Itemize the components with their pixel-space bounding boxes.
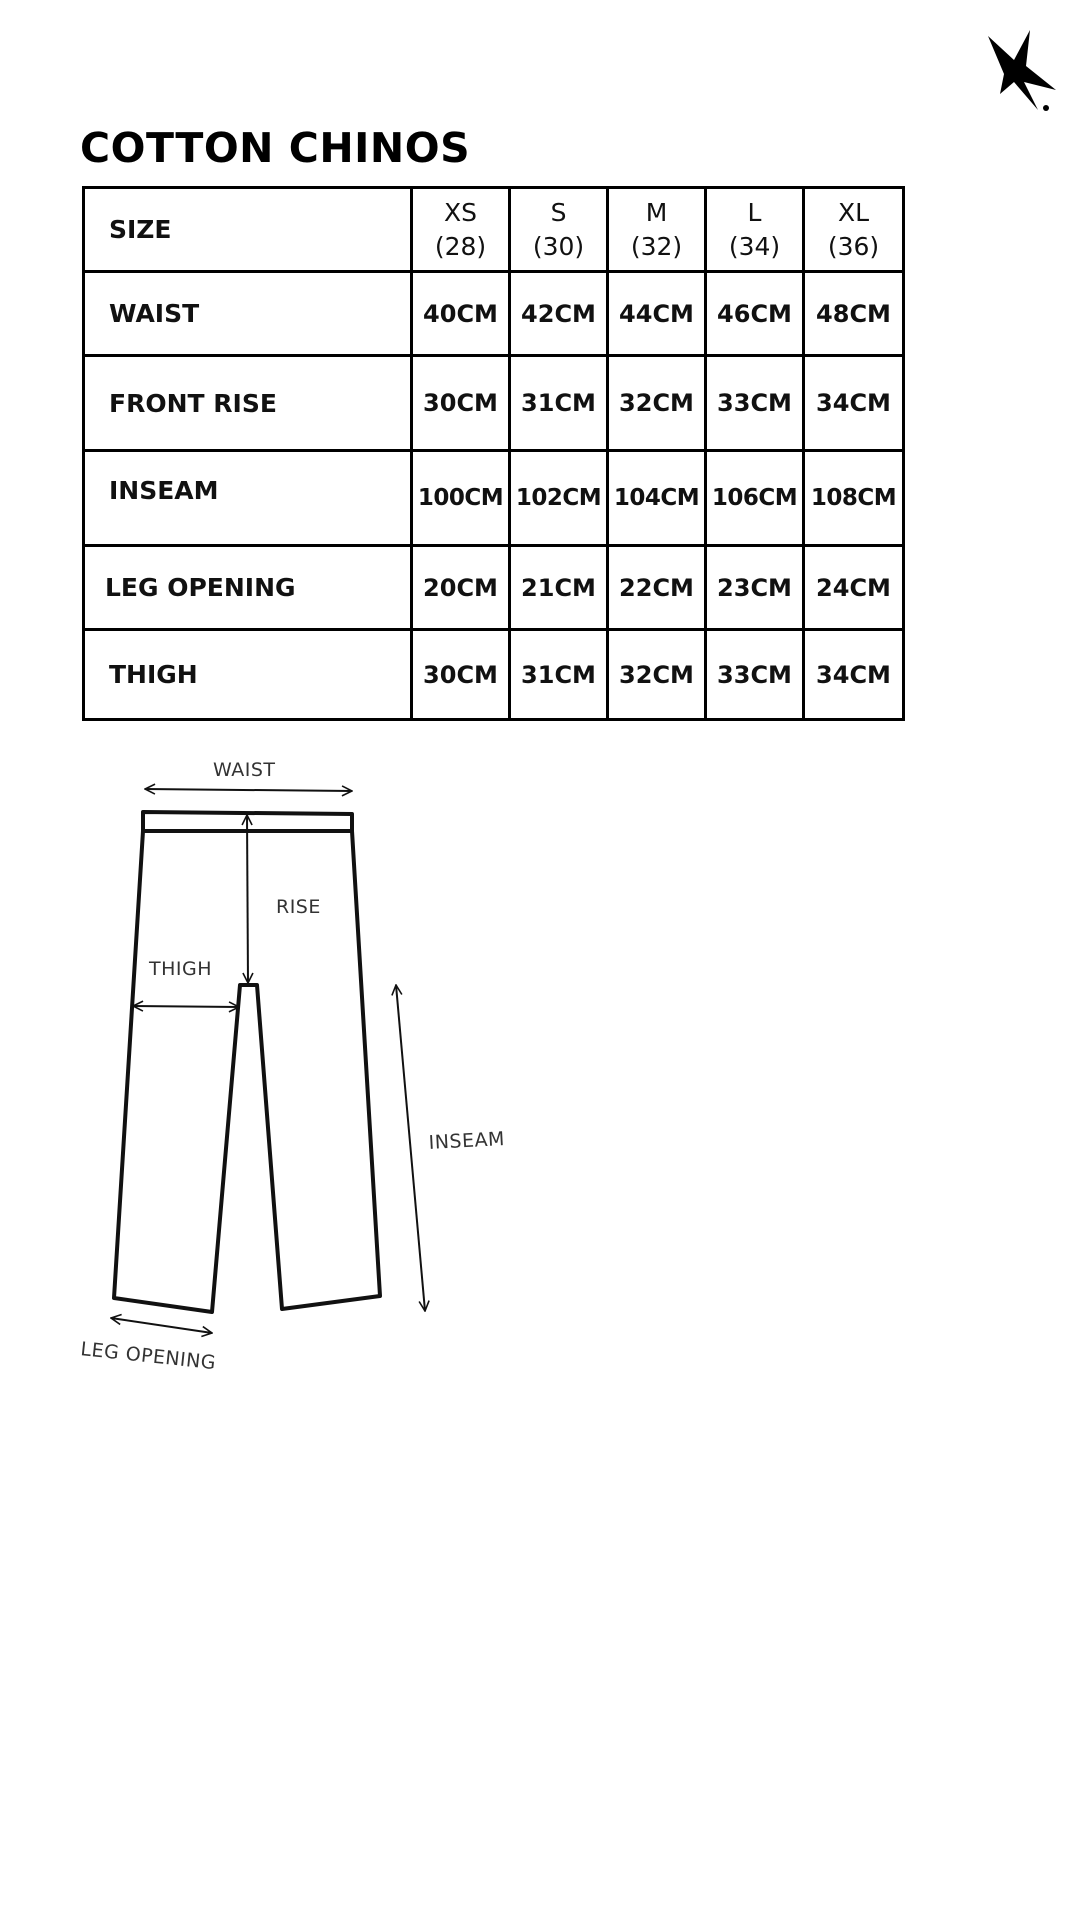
leg-opening-measure-arrow (111, 1318, 212, 1333)
table-cell: 32CM (608, 356, 706, 451)
table-cell: 24CM (804, 546, 904, 630)
table-cell: 42CM (510, 272, 608, 356)
table-cell: 108CM (804, 451, 904, 546)
size-name: L (747, 197, 762, 227)
table-cell: 46CM (706, 272, 804, 356)
page-title: COTTON CHINOS (80, 124, 471, 172)
table-cell: 33CM (706, 356, 804, 451)
table-cell: 34CM (804, 356, 904, 451)
table-cell: 21CM (510, 546, 608, 630)
table-cell: 32CM (608, 630, 706, 720)
rise-label: RISE (276, 896, 321, 918)
inseam-measure-arrow (396, 985, 425, 1311)
size-number: (32) (630, 231, 683, 261)
table-cell: 31CM (510, 356, 608, 451)
table-cell: 23CM (706, 546, 804, 630)
row-label: LEG OPENING (84, 546, 412, 630)
table-cell: 30CM (412, 356, 510, 451)
table-cell: 48CM (804, 272, 904, 356)
size-name: M (645, 197, 668, 227)
size-name: S (550, 197, 567, 227)
table-cell: 40CM (412, 272, 510, 356)
table-cell: 30CM (412, 630, 510, 720)
table-cell: 34CM (804, 630, 904, 720)
table-cell: 100CM (412, 451, 510, 546)
table-cell: 31CM (510, 630, 608, 720)
waist-label: WAIST (213, 759, 276, 781)
row-label: WAIST (84, 272, 412, 356)
row-label: INSEAM (84, 451, 412, 546)
table-cell: 22CM (608, 546, 706, 630)
size-number: (30) (532, 231, 585, 261)
size-number: (28) (434, 231, 487, 261)
waist-measure-arrow (145, 789, 352, 791)
table-cell: 106CM (706, 451, 804, 546)
table-cell: 44CM (608, 272, 706, 356)
size-name: XL (837, 197, 870, 227)
row-label: FRONT RISE (84, 356, 412, 451)
inseam-label: INSEAM (428, 1128, 506, 1154)
size-header-label: SIZE (84, 188, 412, 272)
table-cell: 102CM (510, 451, 608, 546)
table-cell: 20CM (412, 546, 510, 630)
thigh-label: THIGH (149, 958, 213, 980)
size-name: XS (444, 197, 477, 227)
leg-opening-label: LEG OPENING (79, 1338, 218, 1375)
table-cell: 33CM (706, 630, 804, 720)
row-label: THIGH (84, 630, 412, 720)
thigh-measure-arrow (133, 1006, 239, 1007)
rise-measure-arrow (247, 815, 248, 983)
size-number: (36) (827, 231, 880, 261)
table-cell: 104CM (608, 451, 706, 546)
size-number: (34) (728, 231, 781, 261)
